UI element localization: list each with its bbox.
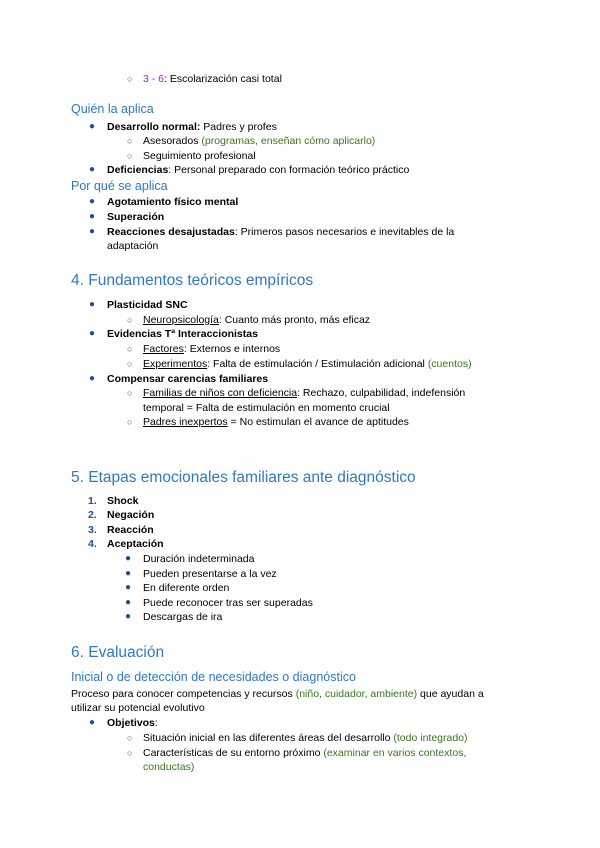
- item-text: : Personal preparado con formación teórico práctico: [168, 164, 410, 176]
- item-label: Reacciones desajustadas: [107, 226, 235, 238]
- age-range: 3 - 6: [143, 73, 165, 85]
- paragraph-note: (niño, cuidador, ambiente): [295, 688, 418, 700]
- bullet-icon: ●: [89, 373, 96, 384]
- list-item: Compensar carencias familiares: [107, 373, 269, 385]
- subsection-heading: Inicial o de detección de necesidades o diagnóstico: [71, 670, 356, 684]
- circle-bullet-icon: ○: [127, 151, 133, 161]
- list-item-continuation: temporal = Falta de estimulación en momento crucial: [143, 402, 390, 414]
- list-item: Duración indeterminada: [143, 553, 255, 565]
- circle-bullet-icon: ○: [127, 748, 133, 758]
- item-note: (programas, enseñan cómo aplicarlo): [201, 135, 376, 147]
- list-item: [107, 120, 277, 134]
- list-item: [143, 415, 409, 429]
- list-number: 3.: [88, 524, 97, 536]
- bullet-icon: ●: [89, 717, 96, 728]
- paragraph-continuation: utilizar su potencial evolutivo: [71, 702, 205, 714]
- list-number: 4.: [88, 538, 97, 550]
- list-item: Shock: [107, 495, 139, 507]
- bullet-icon: ●: [125, 597, 132, 608]
- list-item: [143, 746, 466, 760]
- list-item: Superación: [107, 211, 165, 223]
- section-heading-6: 6. Evaluación: [71, 644, 165, 661]
- item-label: Desarrollo normal:: [107, 121, 201, 133]
- item-text: Características de su entorno próximo: [143, 747, 324, 759]
- bullet-icon: ●: [89, 211, 96, 222]
- list-item: Pueden presentarse a la vez: [143, 568, 277, 580]
- item-text: Situación inicial en las diferentes áreas del desarrollo: [143, 732, 394, 744]
- paragraph-text: Proceso para conocer competencias y recursos: [71, 688, 296, 700]
- item-text: : Escolarización casi total: [164, 73, 282, 85]
- bullet-icon: ●: [125, 611, 132, 622]
- item-text: : Cuanto más pronto, más eficaz: [218, 314, 371, 326]
- list-item: [143, 342, 280, 356]
- item-label: Experimentos: [143, 358, 208, 370]
- bullet-icon: ●: [125, 582, 132, 593]
- circle-bullet-icon: ○: [127, 315, 133, 325]
- item-label: Familias de niños con deficiencia: [143, 387, 298, 399]
- circle-bullet-icon: ○: [127, 74, 133, 84]
- circle-bullet-icon: ○: [127, 388, 133, 398]
- item-text: : Rechazo, culpabilidad, indefensión: [297, 387, 466, 399]
- list-item: Agotamiento físico mental: [107, 196, 239, 208]
- bullet-icon: ●: [89, 226, 96, 237]
- section-heading-quien: Quién la aplica: [71, 102, 154, 116]
- item-text: = No estimulan el avance de aptitudes: [227, 416, 409, 428]
- list-item: Seguimiento profesional: [143, 150, 256, 162]
- list-item: [107, 163, 409, 177]
- list-item: En diferente orden: [143, 582, 230, 594]
- list-item: [143, 313, 370, 327]
- circle-bullet-icon: ○: [127, 417, 133, 427]
- list-item: Negación: [107, 509, 155, 521]
- paragraph-text: que ayudan a: [417, 688, 484, 700]
- item-text: : Externos e internos: [183, 343, 281, 355]
- circle-bullet-icon: ○: [127, 359, 133, 369]
- bullet-icon: ●: [125, 553, 132, 564]
- item-label: Deficiencias: [107, 164, 169, 176]
- bullet-icon: ●: [89, 196, 96, 207]
- list-item: [143, 357, 472, 371]
- list-item: Descargas de ira: [143, 611, 223, 623]
- list-item: Aceptación: [107, 538, 164, 550]
- item-note: (cuentos): [427, 358, 472, 370]
- item-text: :: [154, 717, 158, 729]
- list-item: Evidencias Tª Interaccionistas: [107, 328, 258, 340]
- item-label: Objetivos: [107, 717, 155, 729]
- item-note: (examinar en varios contextos,: [323, 747, 467, 759]
- item-label: Padres inexpertos: [143, 416, 228, 428]
- list-item: [107, 716, 158, 730]
- circle-bullet-icon: ○: [127, 344, 133, 354]
- section-heading-5: 5. Etapas emocionales familiares ante diagnóstico: [71, 469, 416, 486]
- list-item: [143, 386, 465, 400]
- list-item: [143, 134, 375, 148]
- bullet-icon: ●: [89, 164, 96, 175]
- list-item: Reacción: [107, 524, 154, 536]
- list-number: 1.: [88, 495, 97, 507]
- bullet-icon: ●: [89, 328, 96, 339]
- circle-bullet-icon: ○: [127, 136, 133, 146]
- list-item: Plasticidad SNC: [107, 299, 188, 311]
- bullet-icon: ●: [89, 121, 96, 132]
- item-text: Asesorados: [143, 135, 202, 147]
- list-number: 2.: [88, 509, 97, 521]
- item-label: Neuropsicología: [143, 314, 219, 326]
- section-heading-4: 4. Fundamentos teóricos empíricos: [71, 272, 314, 289]
- item-text: : Falta de estimulación / Estimulación adicional: [207, 358, 428, 370]
- list-item: [143, 731, 468, 745]
- item-text: Padres y profes: [200, 121, 277, 133]
- list-item-continuation: adaptación: [107, 240, 159, 252]
- paragraph: [71, 687, 484, 701]
- item-label: Factores: [143, 343, 184, 355]
- bullet-icon: ●: [89, 299, 96, 310]
- bullet-icon: ●: [125, 568, 132, 579]
- item-note: (todo integrado): [393, 732, 468, 744]
- circle-bullet-icon: ○: [127, 733, 133, 743]
- list-item: [143, 72, 282, 86]
- list-item-continuation: conductas): [143, 761, 195, 773]
- section-heading-porque: Por qué se aplica: [71, 179, 168, 193]
- item-text: : Primeros pasos necesarios e inevitables de la: [234, 226, 455, 238]
- list-item: [107, 225, 454, 239]
- list-item: Puede reconocer tras ser superadas: [143, 597, 313, 609]
